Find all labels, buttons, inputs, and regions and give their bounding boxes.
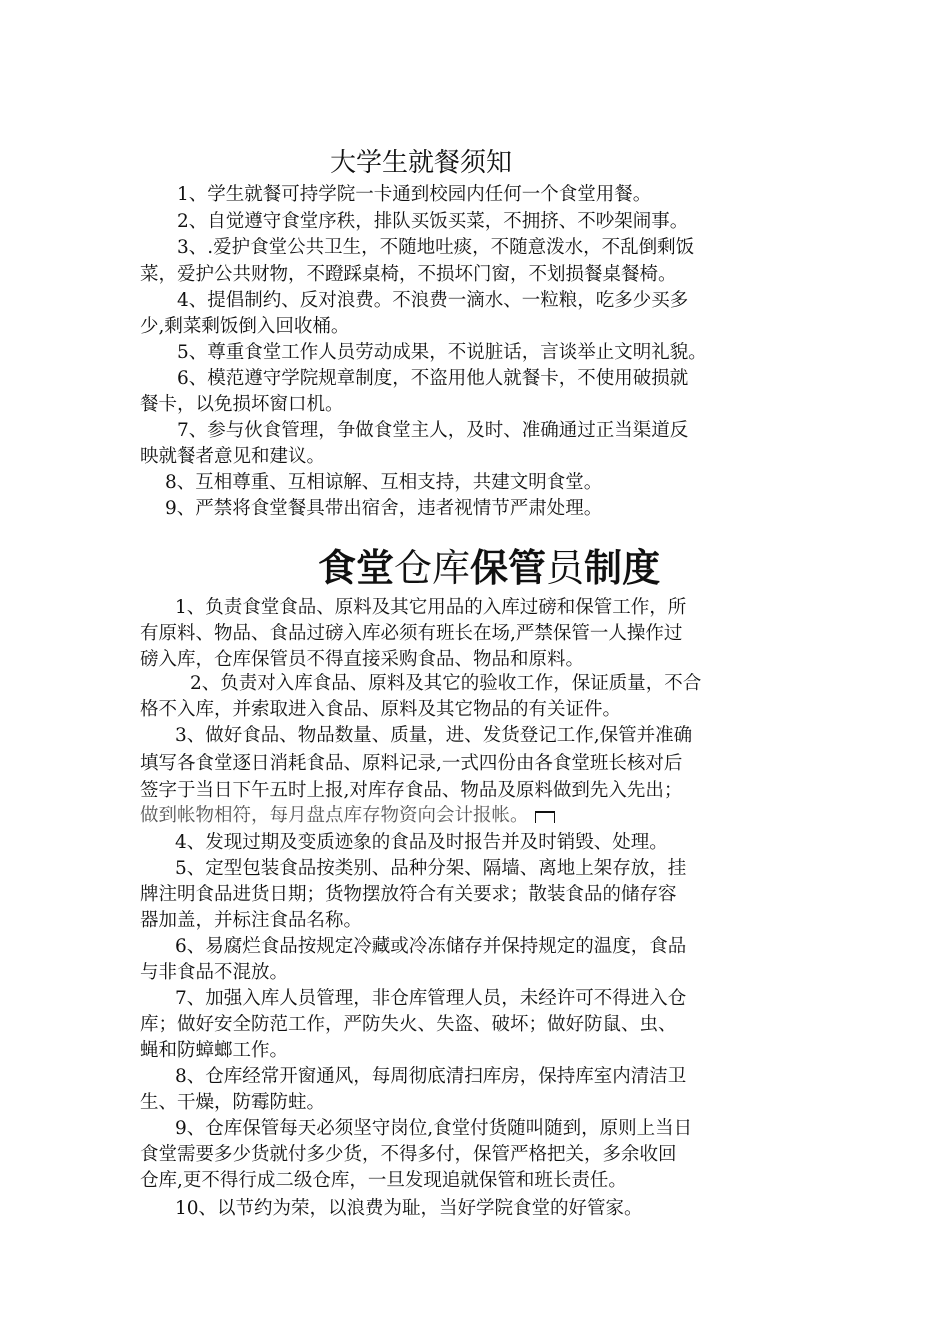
section2-line-23: 仓库,更不得行成二级仓库，一旦发现追就保管和班长责任。 bbox=[140, 1170, 627, 1191]
section2-title-part-5: 制度 bbox=[584, 545, 661, 590]
section2-title bbox=[318, 544, 660, 592]
section2-line-18: 蝇和防蟑螂工作。 bbox=[140, 1040, 289, 1061]
section2-line-17: 库；做好安全防范工作，严防失火、失盗、破坏；做好防鼠、虫、 bbox=[140, 1014, 677, 1035]
section2-line-13: 器加盖，并标注食品名称。 bbox=[140, 910, 363, 931]
section2-title-part-2: 仓库 bbox=[394, 546, 471, 590]
section2-line-16: 7、加强入库人员管理，非仓库管理人员，未经许可不得进入仓 bbox=[175, 988, 687, 1009]
section2-line-2: 有原料、物品、食品过磅入库必须有班长在场,严禁保管一人操作过 bbox=[140, 623, 683, 644]
section1-line-4: 菜，爱护公共财物，不蹬踩桌椅，不损坏门窗，不划损餐桌餐椅。 bbox=[140, 264, 677, 285]
section2-line-7: 填写各食堂逐日消耗食品、原料记录,一式四份由各食堂班长核对后 bbox=[140, 753, 683, 774]
section1-line-3: 3、.爱护食堂公共卫生，不随地吐痰，不随意泼水，不乱倒剩饭 bbox=[177, 237, 695, 258]
section2-line-24: 10、以节约为荣，以浪费为耻，当好学院食堂的好管家。 bbox=[175, 1198, 643, 1219]
section1-line-1: 1、学生就餐可持学院一卡通到校园内任何一个食堂用餐。 bbox=[177, 184, 652, 205]
section1-title: 大学生就餐须知 bbox=[330, 148, 513, 178]
section1-line-11: 映就餐者意见和建议。 bbox=[140, 446, 326, 467]
section2-line-1: 1、负责食堂食品、原料及其它用品的入库过磅和保管工作，所 bbox=[175, 597, 687, 618]
section2-line-21: 9、仓库保管每天必须坚守岗位,食堂付货随叫随到，原则上当日 bbox=[175, 1118, 693, 1139]
section1-line-9: 餐卡，以免损坏窗口机。 bbox=[140, 394, 344, 415]
section2-line-20: 生、干燥，防霉防蛀。 bbox=[140, 1092, 326, 1113]
section2-line-12: 牌注明食品进货日期；货物摆放符合有关要求；散装食品的储存容 bbox=[140, 884, 677, 905]
section2-line-10: 4、发现过期及变质迹象的食品及时报告并及时销毁、处理。 bbox=[175, 832, 668, 853]
section1-line-2: 2、自觉遵守食堂序秩，排队买饭买菜，不拥挤、不吵架闹事。 bbox=[177, 211, 689, 232]
section2-line-4: 2、负责对入库食品、原料及其它的验收工作，保证质量，不合 bbox=[190, 673, 702, 694]
section1-line-7: 5、尊重食堂工作人员劳动成果，不说脏话，言谈举止文明礼貌。 bbox=[177, 342, 707, 363]
section2-line-3: 磅入库，仓库保管员不得直接采购食品、物品和原料。 bbox=[140, 649, 585, 670]
section1-line-10: 7、参与伙食管理，争做食堂主人，及时、准确通过正当渠道反 bbox=[177, 420, 689, 441]
section2-line-9 bbox=[140, 802, 555, 829]
section2-line-22: 食堂需要多少货就付多少货，不得多付，保管严格把关，多余收回 bbox=[140, 1144, 677, 1165]
section2-title-part-1: 食堂 bbox=[318, 545, 395, 590]
section2-line-15: 与非食品不混放。 bbox=[140, 962, 289, 983]
section2-line-9-text: 做到帐物相符，每月盘点库存物资向会计报帐。 bbox=[140, 805, 529, 826]
section1-line-8: 6、模范遵守学院规章制度，不盗用他人就餐卡，不使用破损就 bbox=[177, 368, 689, 389]
edit-mark-icon bbox=[535, 811, 555, 823]
section1-line-13: 9、严禁将食堂餐具带出宿舍，违者视情节严肃处理。 bbox=[165, 498, 603, 519]
section2-line-8: 签字于当日下午五时上报,对库存食品、物品及原料做到先入先出； bbox=[140, 780, 683, 801]
section2-title-part-4: 员 bbox=[546, 546, 585, 590]
section1-line-6: 少,剩菜剩饭倒入回收桶。 bbox=[140, 316, 350, 337]
section2-line-5: 格不入库，并索取进入食品、原料及其它物品的有关证件。 bbox=[140, 699, 622, 720]
section1-line-12: 8、互相尊重、互相谅解、互相支持，共建文明食堂。 bbox=[165, 472, 603, 493]
section2-line-6: 3、做好食品、物品数量、质量，进、发货登记工作,保管并准确 bbox=[175, 725, 693, 746]
section2-line-19: 8、仓库经常开窗通风，每周彻底清扫库房，保持库室内清洁卫 bbox=[175, 1066, 687, 1087]
section1-line-5: 4、提倡制约、反对浪费。不浪费一滴水、一粒粮，吃多少买多 bbox=[177, 290, 689, 311]
section2-title-part-3: 保管 bbox=[470, 545, 547, 590]
section2-line-11: 5、定型包装食品按类别、品种分架、隔墙、离地上架存放，挂 bbox=[175, 858, 687, 879]
section2-line-14: 6、易腐烂食品按规定冷藏或冷冻储存并保持规定的温度，食品 bbox=[175, 936, 687, 957]
